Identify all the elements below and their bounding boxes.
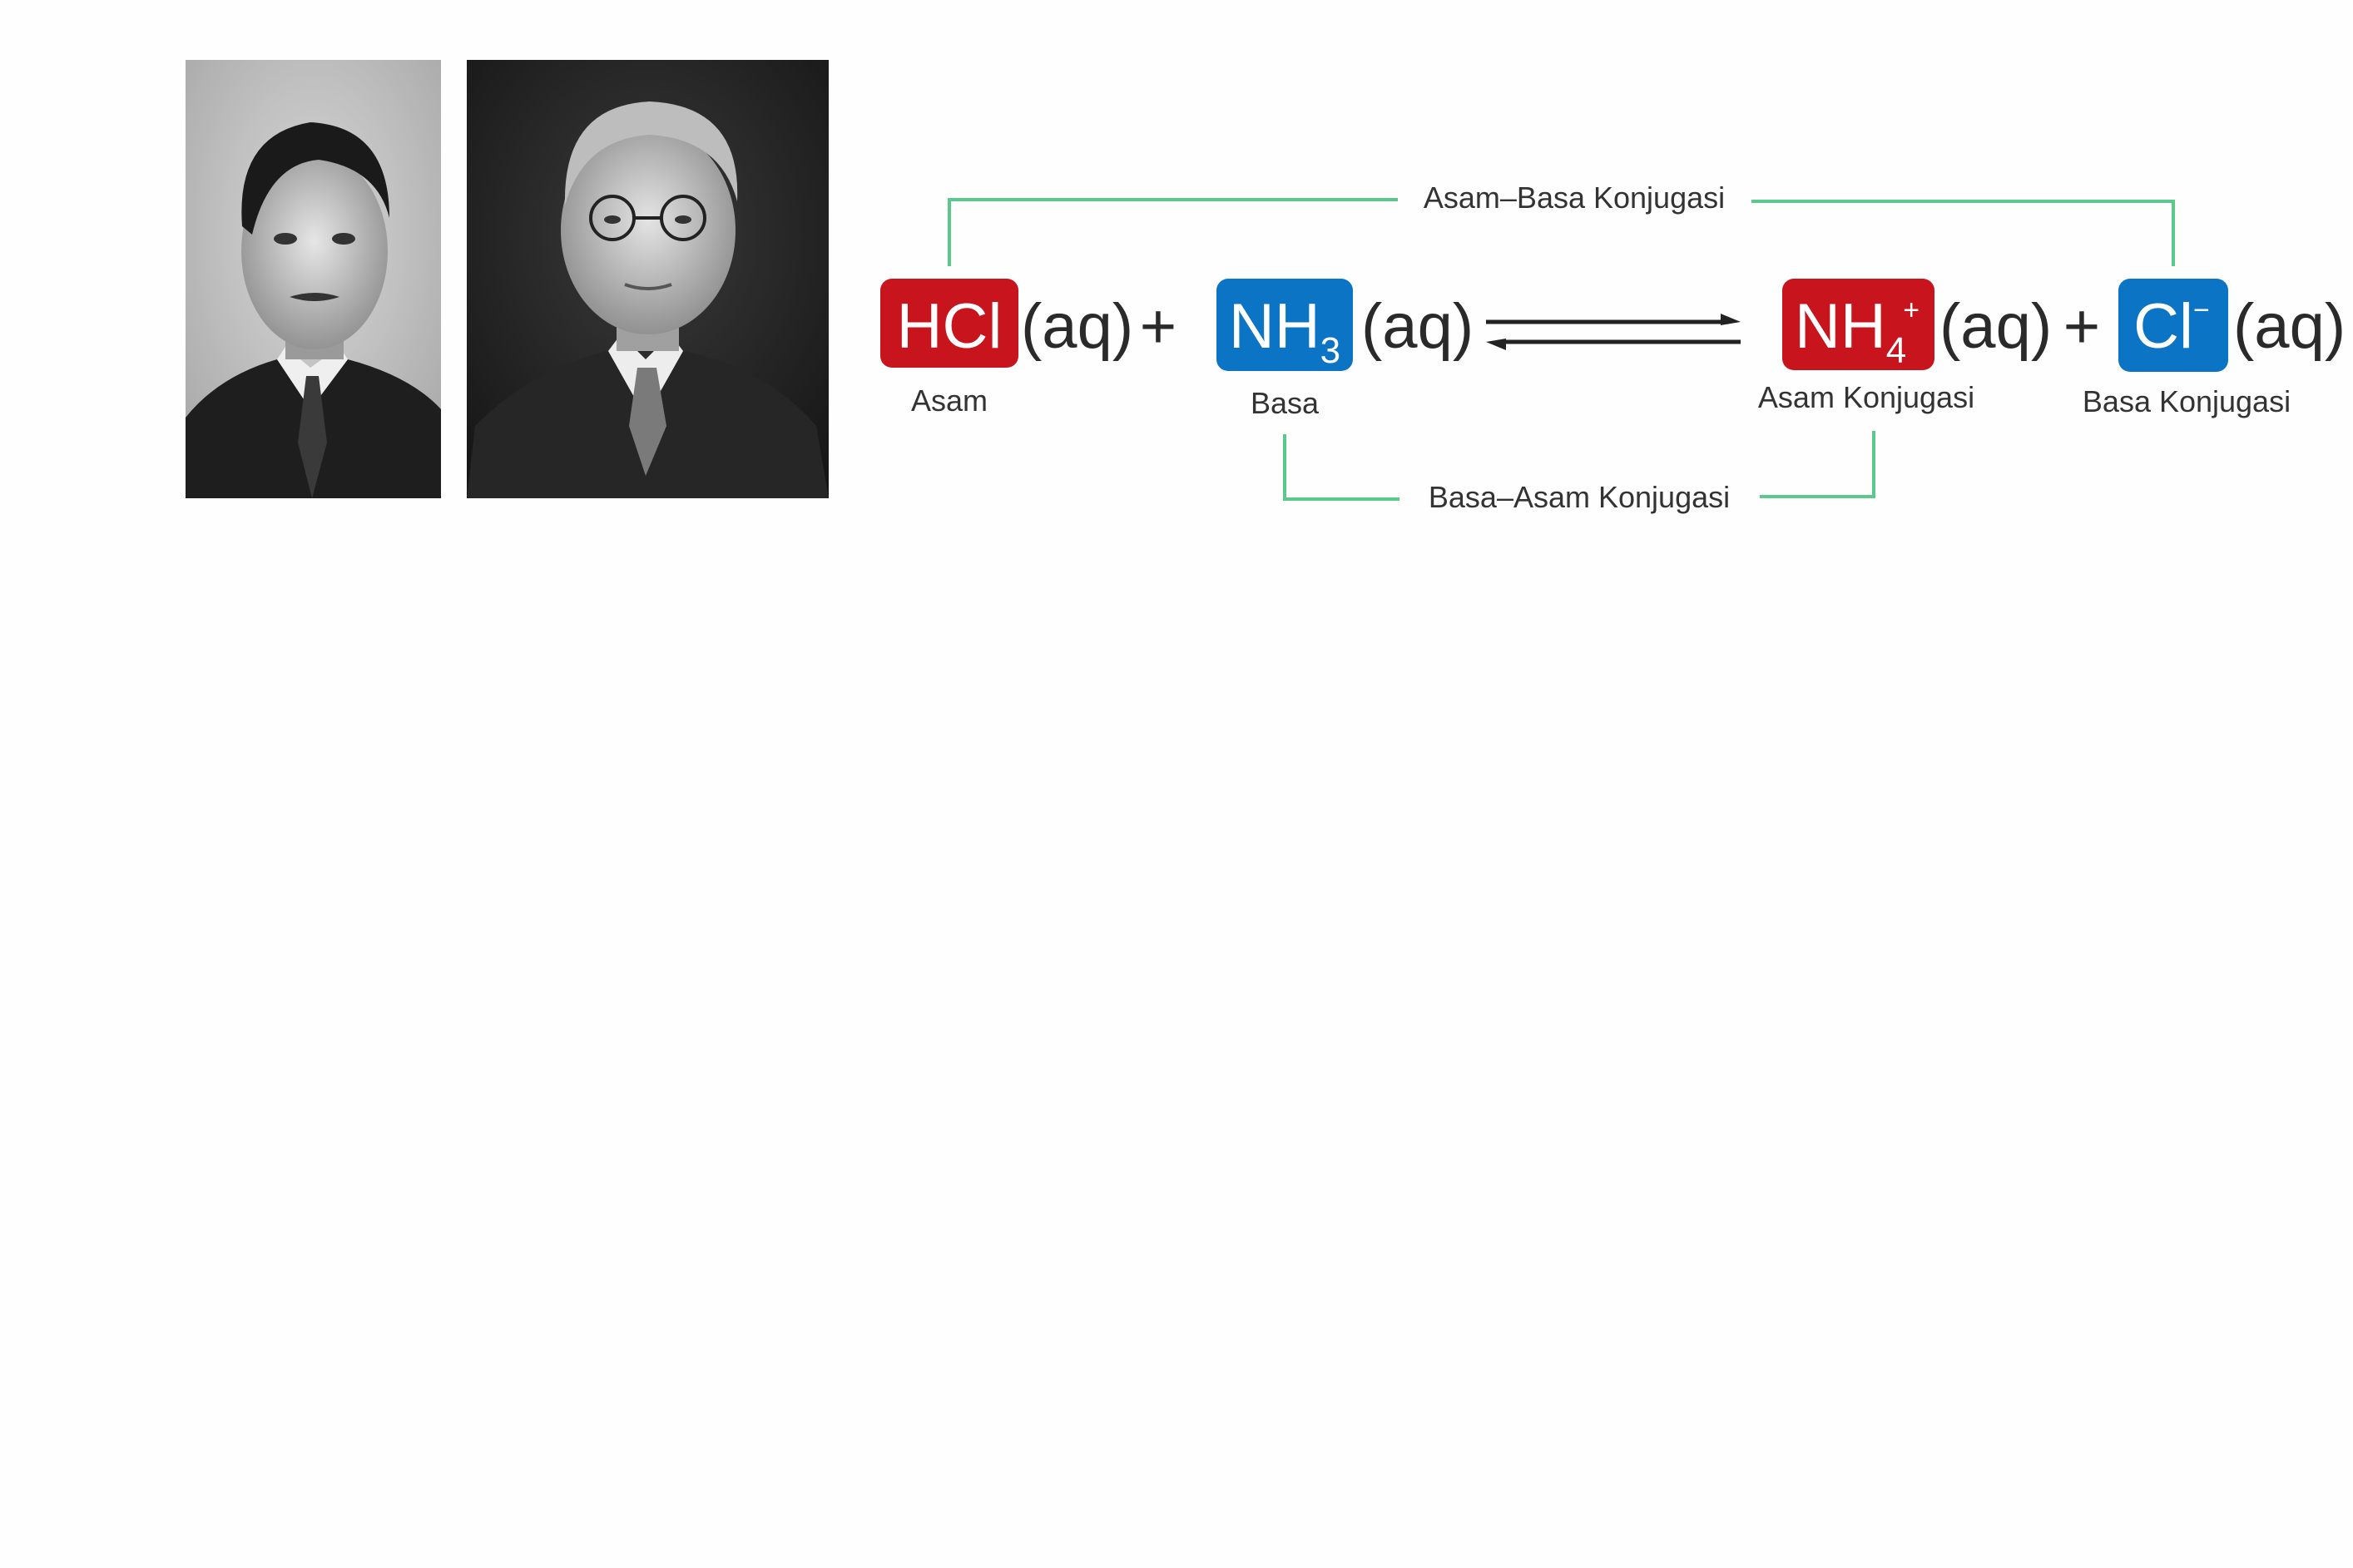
top-pair-label: Asam–Basa Konjugasi	[1423, 181, 1726, 215]
plus-sign-1: +	[1139, 291, 1177, 362]
acid-formula: HCl	[896, 291, 1003, 362]
conjugate-acid-formula: NH	[1794, 291, 1886, 362]
acid-base-reaction-diagram	[0, 0, 2353, 582]
conjugate-acid-subscript: 4	[1885, 330, 1907, 371]
conjugate-acid-superscript: +	[1903, 294, 1920, 326]
equilibrium-arrows-icon	[1486, 314, 1741, 350]
bottom-pair-bracket-left	[1285, 434, 1399, 499]
acid-state: (aq)	[1021, 291, 1134, 362]
conjugate-acid-species	[1758, 279, 2052, 414]
conjugate-acid-state: (aq)	[1939, 291, 2053, 362]
top-pair-bracket-left	[949, 200, 1398, 266]
conjugate-base-label: Basa Konjugasi	[2082, 384, 2291, 418]
bottom-pair-bracket-right	[1760, 431, 1874, 497]
conjugate-base-state: (aq)	[2233, 291, 2346, 362]
plus-sign-2: +	[2063, 291, 2101, 362]
base-label: Basa	[1250, 386, 1320, 420]
acid-label: Asam	[910, 383, 988, 418]
top-pair-bracket-right	[1751, 201, 2173, 266]
acid-species	[880, 279, 1133, 418]
conjugate-base-superscript: −	[2192, 294, 2210, 326]
base-subscript: 3	[1320, 330, 1341, 371]
base-formula: NH	[1228, 291, 1320, 362]
base-state: (aq)	[1361, 291, 1474, 362]
conjugate-base-formula: Cl	[2133, 291, 2193, 362]
conjugate-base-species	[2083, 279, 2346, 418]
base-species	[1216, 279, 1474, 420]
bottom-pair-label: Basa–Asam Konjugasi	[1428, 480, 1731, 514]
conjugate-acid-label: Asam Konjugasi	[1757, 380, 1975, 414]
